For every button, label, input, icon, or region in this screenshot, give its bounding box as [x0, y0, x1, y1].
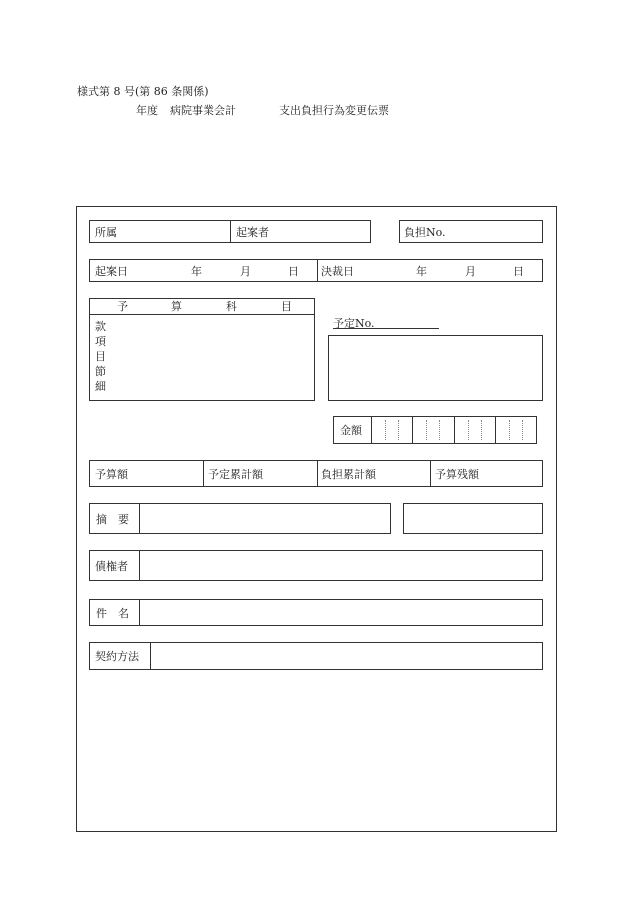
divider	[230, 221, 231, 242]
affiliation-label: 所属	[95, 226, 117, 239]
budget-remaining-label: 予算残額	[435, 468, 479, 481]
approval-date-label: 決裁日	[321, 265, 354, 278]
creditor-input[interactable]	[143, 554, 539, 577]
divider	[203, 461, 204, 486]
summary-description-label: 摘 要	[96, 513, 129, 526]
item-sai: 細	[95, 380, 106, 393]
budget-heading-char-4: 目	[281, 300, 292, 313]
department-label: 病院事業会計	[170, 104, 236, 117]
planned-no-input[interactable]	[378, 314, 438, 328]
draft-date-label: 起案日	[95, 265, 128, 278]
summary-extra-input[interactable]	[407, 507, 539, 530]
divider	[317, 461, 318, 486]
divider	[139, 551, 140, 580]
document-title: 支出負担行為変更伝票	[279, 104, 389, 117]
affiliation-input[interactable]	[130, 224, 225, 240]
drafter-label: 起案者	[236, 226, 269, 239]
burden-no-input[interactable]	[455, 224, 539, 240]
item-kan: 款	[95, 320, 106, 333]
approval-day-label: 日	[513, 265, 524, 278]
approval-month-label: 月	[465, 265, 476, 278]
budget-account-input[interactable]	[112, 320, 310, 396]
approval-year-label: 年	[416, 265, 427, 278]
divider	[317, 260, 318, 281]
planned-no-label: 予定No.	[333, 317, 375, 330]
budget-heading-char-1: 予	[117, 300, 128, 313]
item-moku: 目	[95, 350, 106, 363]
item-setsu: 節	[95, 365, 106, 378]
contract-method-input[interactable]	[154, 645, 539, 667]
divider	[90, 314, 314, 315]
divider	[150, 643, 151, 669]
creditor-label: 債権者	[95, 560, 128, 573]
draft-month-label: 月	[240, 265, 251, 278]
amount-input[interactable]	[372, 420, 534, 440]
planned-input[interactable]	[332, 339, 539, 397]
draft-year-label: 年	[191, 265, 202, 278]
burden-cumulative-label: 負担累計額	[321, 468, 376, 481]
budget-amount-label: 予算額	[95, 468, 128, 481]
amount-label: 金額	[340, 424, 362, 437]
item-kou: 項	[95, 335, 106, 348]
subject-input[interactable]	[143, 602, 539, 623]
draft-day-label: 日	[288, 265, 299, 278]
budget-heading-char-2: 算	[171, 300, 182, 313]
fiscal-year-label: 年度	[136, 104, 158, 117]
subject-label: 件 名	[96, 607, 129, 620]
divider	[430, 461, 431, 486]
divider	[139, 504, 140, 533]
form-number: 様式第 8 号(第 86 条関係)	[77, 85, 209, 98]
contract-method-label: 契約方法	[95, 650, 139, 663]
budget-heading-char-3: 科	[226, 300, 237, 313]
burden-no-label: 負担No.	[404, 226, 446, 239]
planned-cumulative-label: 予定累計額	[208, 468, 263, 481]
summary-description-input[interactable]	[143, 507, 387, 530]
planned-no-underline	[333, 328, 439, 329]
drafter-input[interactable]	[278, 224, 366, 240]
divider	[139, 600, 140, 625]
